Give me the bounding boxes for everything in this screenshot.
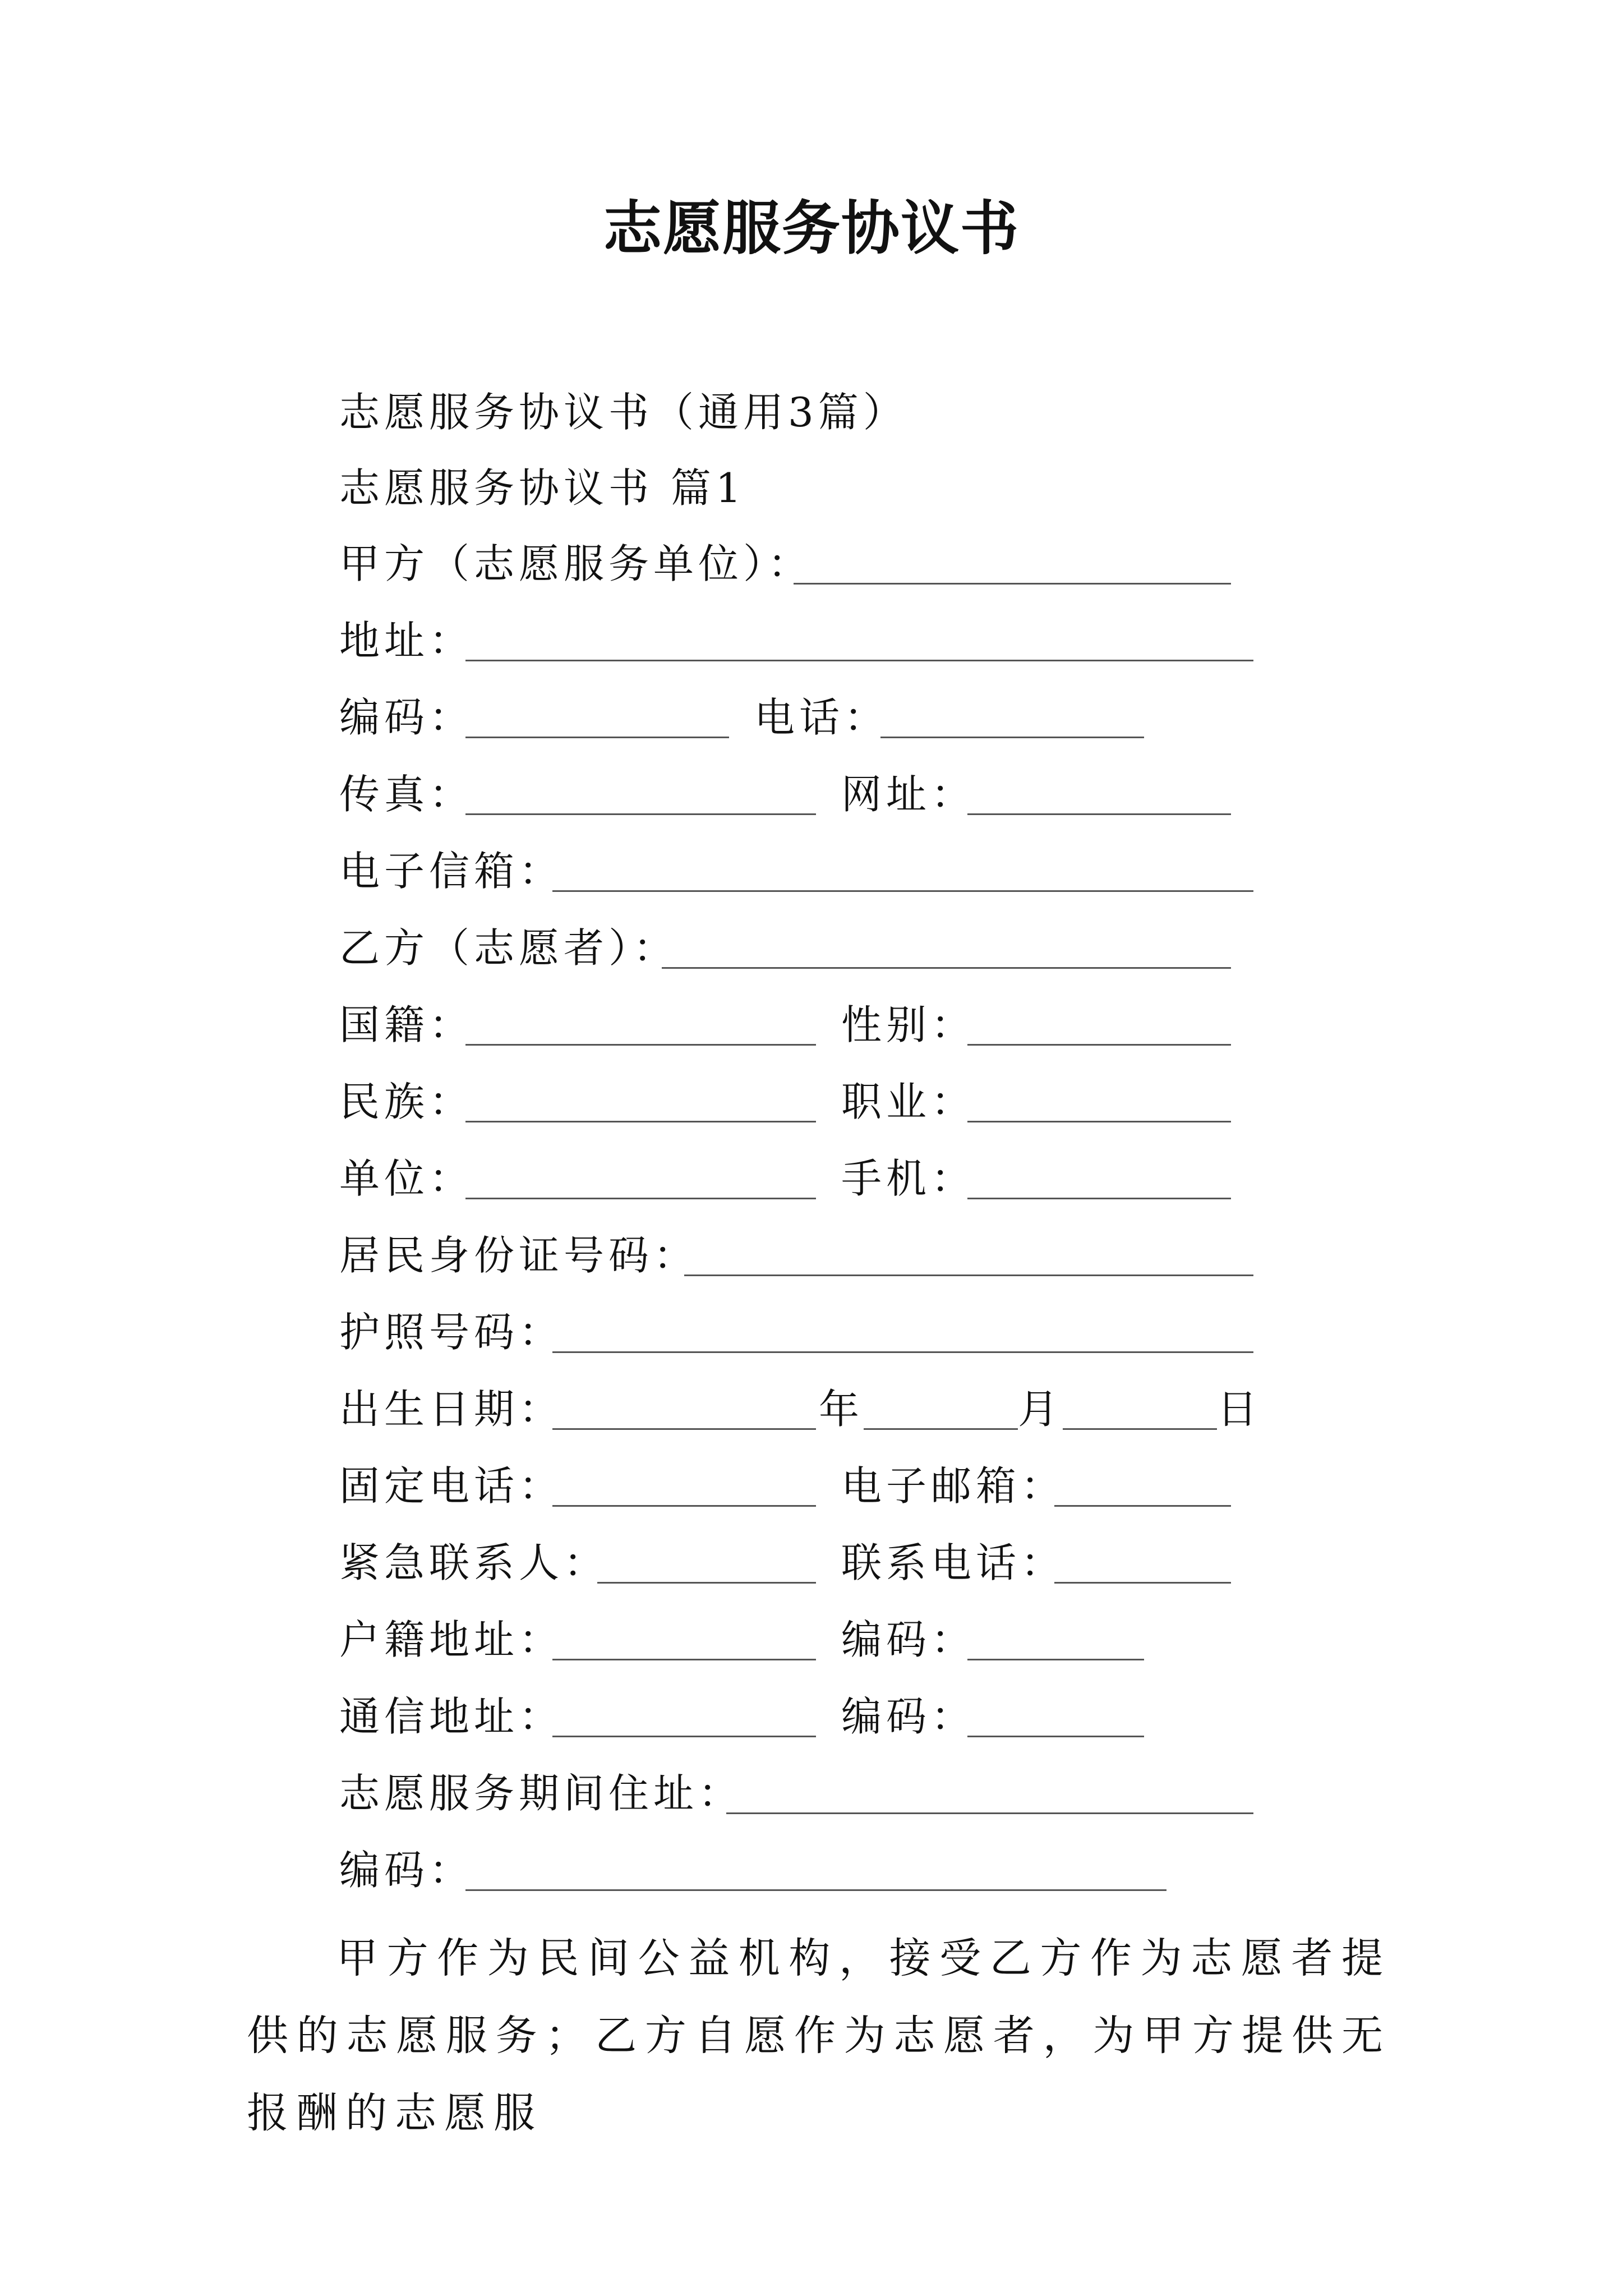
- address-row: [339, 610, 1293, 671]
- postcode-field[interactable]: [465, 687, 729, 748]
- mailing-postcode-field[interactable]: [967, 1686, 1144, 1747]
- employer-mobile-row: [339, 1148, 1293, 1209]
- nationality-gender-row: [339, 994, 1293, 1056]
- mobile-label: 手机：: [841, 1155, 976, 1202]
- party-b-field[interactable]: [662, 917, 1231, 979]
- birth-month-field[interactable]: [864, 1378, 1018, 1440]
- household-address-row: [339, 1609, 1293, 1671]
- website-label: 网址：: [841, 771, 976, 818]
- postcode-label: 编码：: [339, 694, 474, 741]
- employer-label: 单位：: [339, 1155, 474, 1202]
- mailing-address-label: 通信地址：: [339, 1693, 564, 1740]
- occupation-label: 职业：: [841, 1078, 976, 1125]
- landline-field[interactable]: [552, 1455, 816, 1517]
- nationality-field[interactable]: [465, 994, 816, 1056]
- mailing-address-field[interactable]: [552, 1686, 816, 1747]
- passport-label: 护照号码：: [339, 1309, 564, 1356]
- website-field[interactable]: [967, 763, 1231, 825]
- party-b-label: 乙方（志愿者）：: [339, 924, 679, 972]
- employer-field[interactable]: [465, 1148, 816, 1209]
- gender-label: 性别：: [841, 1001, 976, 1048]
- email-row: [339, 840, 1293, 902]
- subtitle: 志愿服务协议书（通用3篇）: [339, 389, 908, 436]
- service-address-field[interactable]: [726, 1763, 1253, 1824]
- fax-website-row: [339, 763, 1293, 825]
- landline-label: 固定电话：: [339, 1462, 564, 1510]
- mailing-address-row: [339, 1686, 1293, 1747]
- email2-field[interactable]: [1054, 1455, 1231, 1517]
- household-postcode-label: 编码：: [841, 1616, 976, 1663]
- service-address-label: 志愿服务期间住址：: [339, 1770, 744, 1817]
- party-a-field[interactable]: [794, 533, 1231, 595]
- month-label: 月: [1018, 1386, 1063, 1433]
- id-number-field[interactable]: [684, 1225, 1253, 1286]
- phone-label: 电话：: [754, 694, 889, 741]
- mobile-field[interactable]: [967, 1148, 1231, 1209]
- document-title: 志愿服务协议书: [603, 194, 1020, 263]
- email-label: 电子信箱：: [339, 848, 564, 895]
- birth-year-field[interactable]: [552, 1378, 816, 1440]
- household-postcode-field[interactable]: [967, 1609, 1144, 1671]
- fax-field[interactable]: [465, 763, 816, 825]
- party-b-row: [339, 917, 1293, 979]
- ethnicity-field[interactable]: [465, 1071, 816, 1133]
- phone-field[interactable]: [880, 687, 1144, 748]
- household-address-field[interactable]: [552, 1609, 816, 1671]
- birth-day-field[interactable]: [1063, 1378, 1217, 1440]
- postcode-phone-row: [339, 687, 1293, 748]
- address-label: 地址：: [339, 617, 474, 664]
- service-postcode-field[interactable]: [465, 1839, 1166, 1901]
- passport-field[interactable]: [552, 1301, 1253, 1363]
- email2-label: 电子邮箱：: [841, 1462, 1066, 1510]
- emergency-contact-field[interactable]: [597, 1532, 816, 1594]
- mailing-postcode-label: 编码：: [841, 1693, 976, 1740]
- day-label: 日: [1217, 1386, 1262, 1433]
- ethnicity-label: 民族：: [339, 1078, 474, 1125]
- service-address-row: [339, 1763, 1293, 1824]
- fax-label: 传真：: [339, 771, 474, 818]
- occupation-field[interactable]: [967, 1071, 1231, 1133]
- service-postcode-label: 编码：: [339, 1847, 474, 1894]
- ethnicity-occupation-row: [339, 1071, 1293, 1133]
- body-paragraph: 甲方作为民间公益机构，接受乙方作为志愿者提供的志愿服务；乙方自愿作为志愿者，为甲方提供无报酬的志愿服: [247, 1934, 1391, 2137]
- birth-date-label: 出生日期：: [339, 1386, 564, 1433]
- contact-phone-label: 联系电话：: [841, 1539, 1066, 1586]
- email-field[interactable]: [552, 840, 1253, 902]
- nationality-label: 国籍：: [339, 1001, 474, 1048]
- id-number-row: [339, 1225, 1293, 1286]
- party-a-row: [339, 533, 1293, 595]
- birth-date-row: [339, 1378, 1293, 1440]
- contact-phone-field[interactable]: [1054, 1532, 1231, 1594]
- section-heading: 志愿服务协议书 篇1: [339, 464, 746, 512]
- landline-email-row: [339, 1455, 1293, 1517]
- year-label: 年: [819, 1386, 864, 1433]
- emergency-contact-row: [339, 1532, 1293, 1594]
- passport-row: [339, 1301, 1293, 1363]
- party-a-label: 甲方（志愿服务单位）：: [339, 540, 813, 587]
- emergency-contact-label: 紧急联系人：: [339, 1539, 609, 1586]
- service-postcode-row: [339, 1839, 1293, 1901]
- id-number-label: 居民身份证号码：: [339, 1232, 699, 1279]
- address-field[interactable]: [465, 610, 1253, 671]
- household-address-label: 户籍地址：: [339, 1616, 564, 1663]
- gender-field[interactable]: [967, 994, 1231, 1056]
